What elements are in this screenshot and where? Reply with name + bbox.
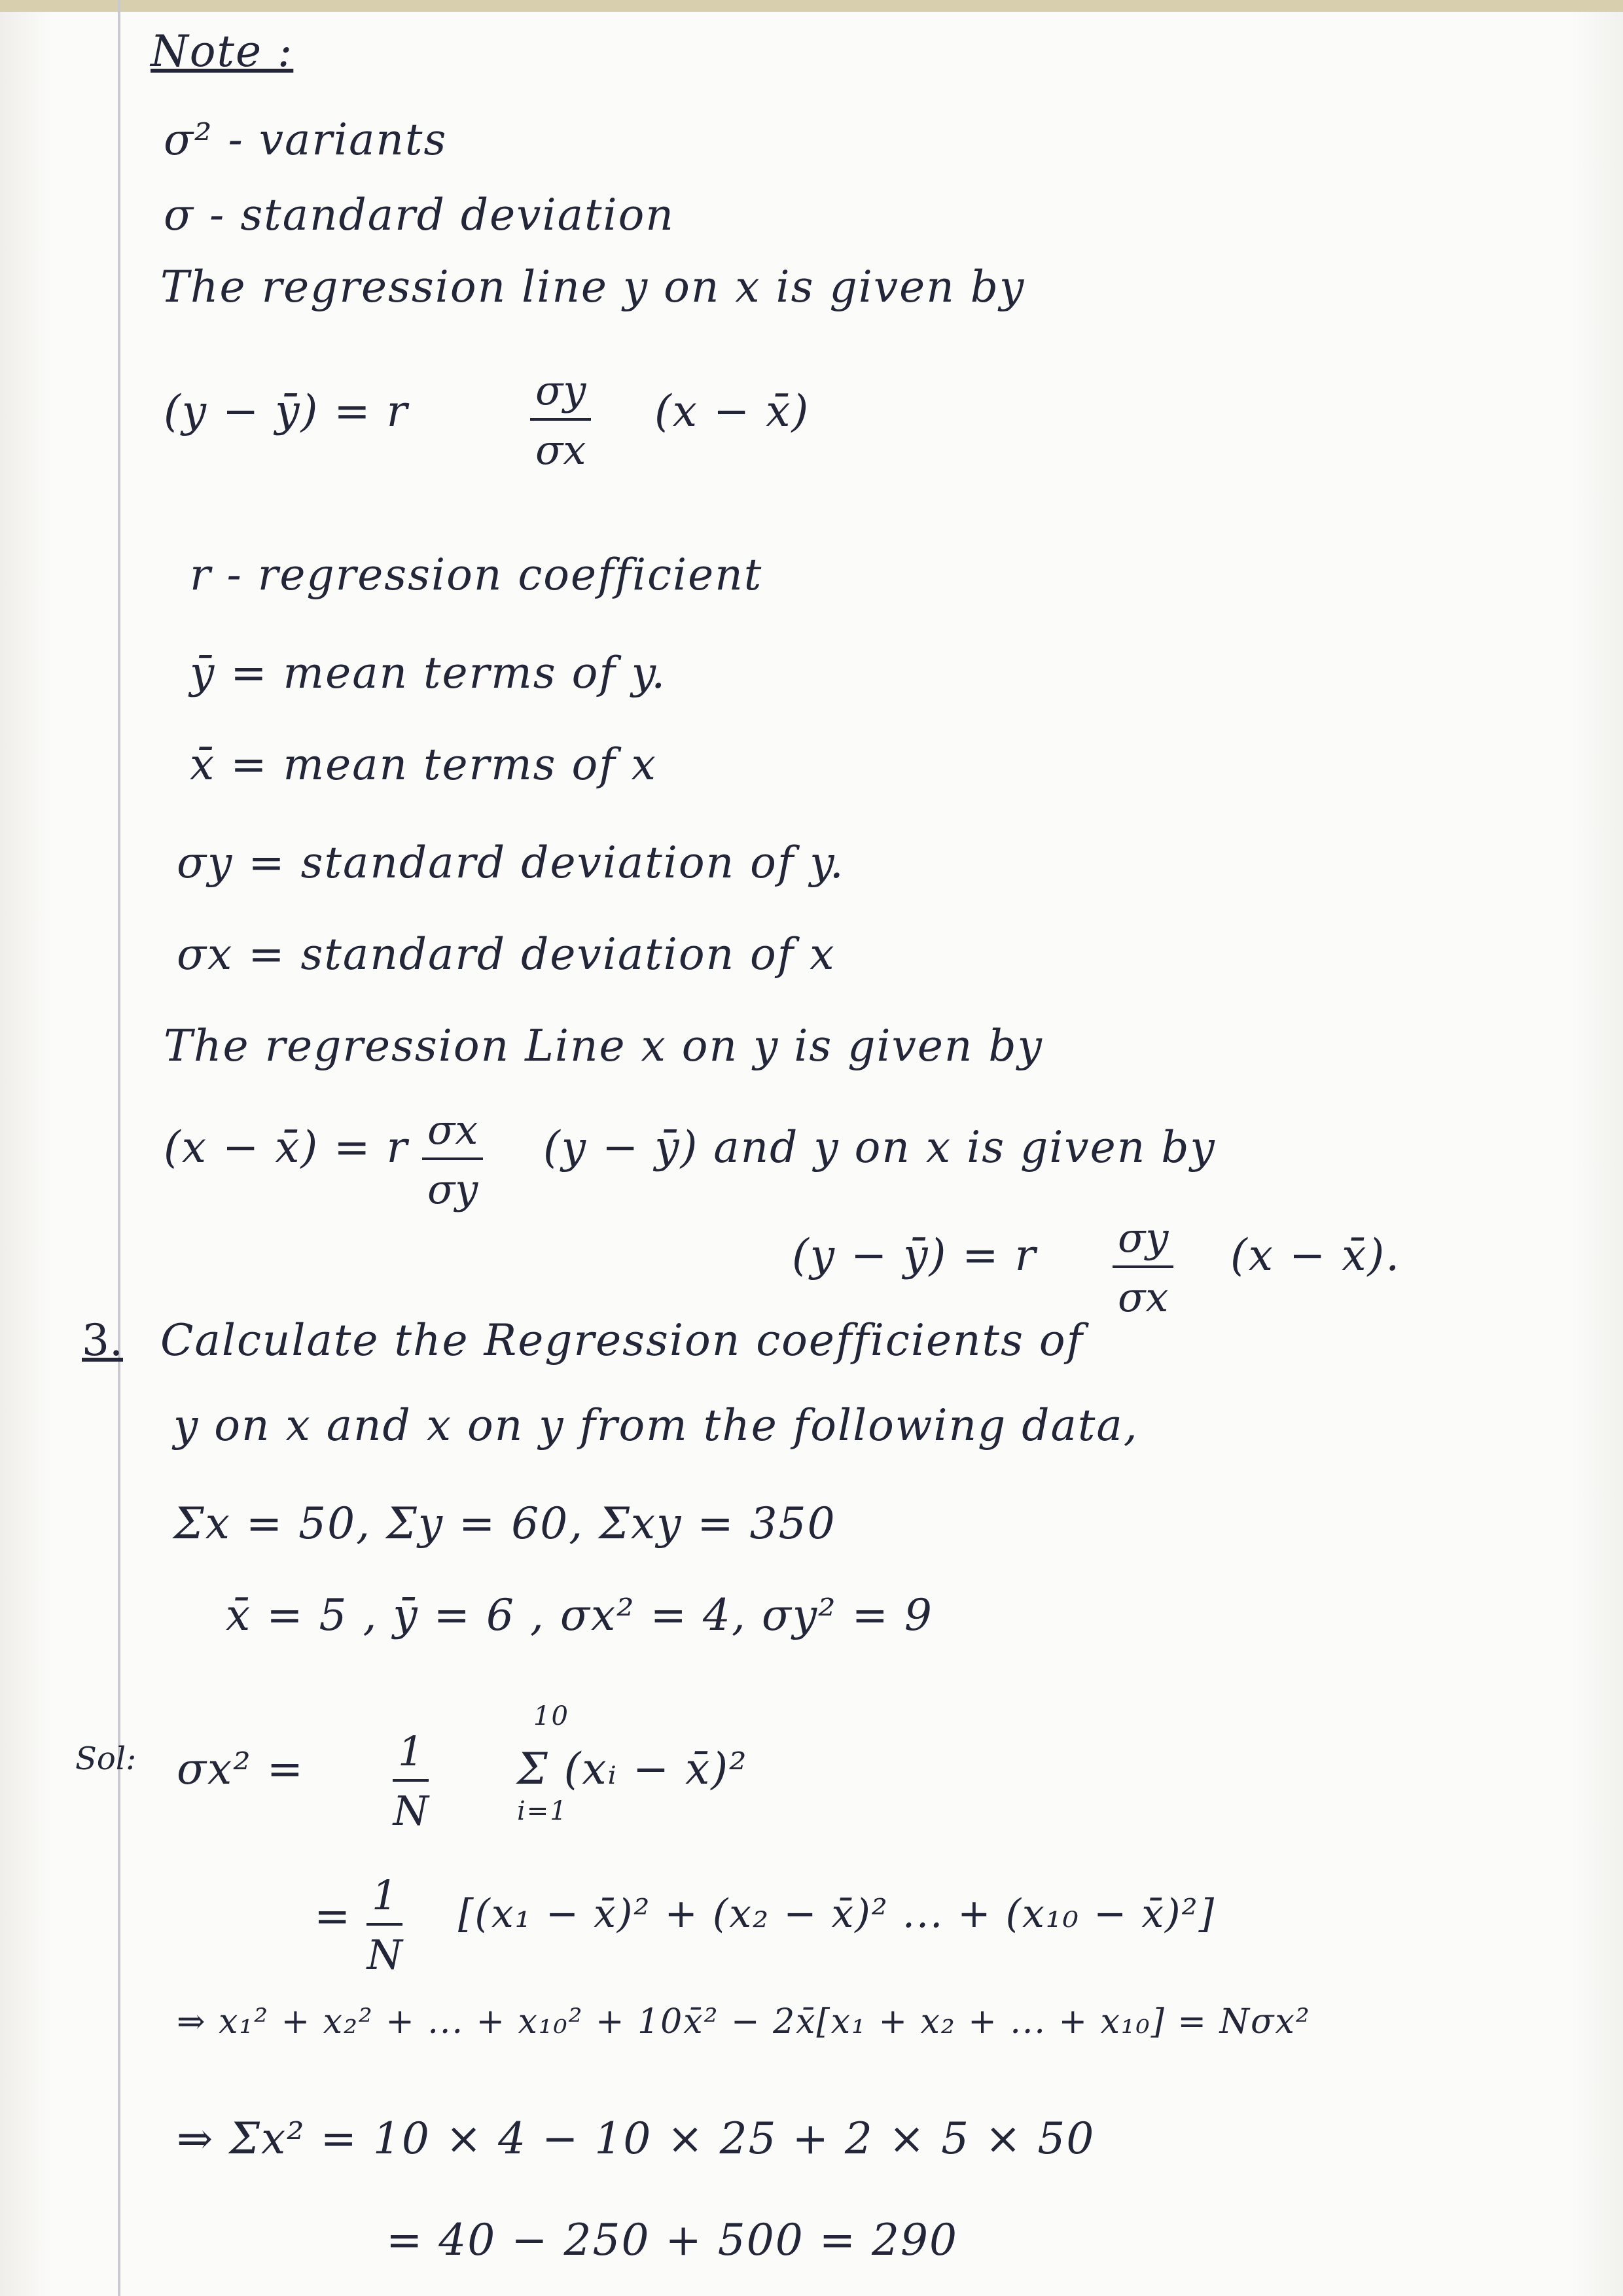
solution-step-2-numerator: 1 bbox=[366, 1871, 402, 1926]
question-line-2: y on x and x on y from the following data, bbox=[173, 1400, 1139, 1451]
margin-line bbox=[118, 0, 120, 2296]
formula-x-on-y-left: (x − x̄) = r bbox=[164, 1122, 409, 1173]
note-heading: Note : bbox=[151, 26, 294, 77]
solution-step-2-denominator: N bbox=[366, 1931, 402, 1979]
solution-step-1-left: σx² = bbox=[177, 1744, 305, 1794]
solution-step-5: = 40 − 250 + 500 = 290 bbox=[386, 2215, 958, 2265]
definition-variance: σ² - variants bbox=[164, 115, 448, 165]
regression-y-on-x-intro: The regression line y on x is given by bbox=[160, 262, 1026, 312]
solution-sum-lower-limit: i=1 bbox=[517, 1796, 568, 1826]
term-sd-x: σx = standard deviation of x bbox=[177, 929, 836, 980]
formula-x-on-y-fraction bbox=[422, 1106, 483, 1213]
term-mean-x: x̄ = mean terms of x bbox=[190, 739, 657, 790]
formula-x-on-y-right: (y − ȳ) and y on x is given by bbox=[543, 1122, 1216, 1173]
formula-y-on-x-2-left: (y − ȳ) = r bbox=[792, 1230, 1037, 1280]
formula-y-on-x-2-denominator: σx bbox=[1118, 1273, 1169, 1321]
solution-step-3: ⇒ x₁² + x₂² + ... + x₁₀² + 10x̄² − 2x̄[x₁ + x₂ + ... + x₁₀] = Nσx² bbox=[177, 2002, 1311, 2041]
formula-x-on-y-numerator: σx bbox=[422, 1106, 483, 1160]
formula-y-on-x-2-right: (x − x̄). bbox=[1230, 1230, 1401, 1280]
solution-step-2-expression: [(x₁ − x̄)² + (x₂ − x̄)² ... + (x₁₀ − x̄)²] bbox=[458, 1891, 1216, 1937]
question-data-means: x̄ = 5 , ȳ = 6 , σx² = 4, σy² = 9 bbox=[226, 1590, 933, 1640]
solution-step-4: ⇒ Σx² = 10 × 4 − 10 × 25 + 2 × 5 × 50 bbox=[177, 2113, 1096, 2164]
solution-label: Sol: bbox=[75, 1740, 137, 1777]
page-top-edge bbox=[0, 0, 1623, 12]
solution-sum-upper-limit: 10 bbox=[533, 1701, 569, 1731]
formula-y-on-x-2-fraction bbox=[1113, 1214, 1173, 1321]
solution-step-1-sum: Σ (xᵢ − x̄)² bbox=[517, 1744, 748, 1794]
question-line-1: Calculate the Regression coefficients of bbox=[160, 1315, 1084, 1366]
solution-step-1-denominator: N bbox=[393, 1787, 429, 1835]
term-sd-y: σy = standard deviation of y. bbox=[177, 838, 845, 888]
regression-x-on-y-intro: The regression Line x on y is given by bbox=[164, 1021, 1043, 1071]
solution-step-2-equals: = bbox=[314, 1891, 352, 1941]
formula-x-on-y-denominator: σy bbox=[427, 1165, 478, 1213]
definition-standard-deviation: σ - standard deviation bbox=[164, 190, 675, 240]
solution-step-1-fraction bbox=[393, 1727, 429, 1835]
question-number: 3. bbox=[82, 1315, 123, 1366]
term-regression-coefficient: r - regression coefficient bbox=[190, 550, 763, 600]
solution-step-1-numerator: 1 bbox=[393, 1727, 429, 1782]
formula-y-on-x-2-numerator: σy bbox=[1113, 1214, 1173, 1268]
question-data-sums: Σx = 50, Σy = 60, Σxy = 350 bbox=[173, 1498, 836, 1549]
term-mean-y: ȳ = mean terms of y. bbox=[190, 648, 667, 698]
formula-y-on-x-fraction bbox=[530, 366, 591, 474]
formula-y-on-x-denominator: σx bbox=[535, 426, 586, 474]
formula-y-on-x-numerator: σy bbox=[530, 366, 591, 421]
solution-step-2-fraction bbox=[366, 1871, 402, 1979]
formula-y-on-x-left: (y − ȳ) = r bbox=[164, 386, 409, 436]
formula-y-on-x-right: (x − x̄) bbox=[654, 386, 810, 436]
